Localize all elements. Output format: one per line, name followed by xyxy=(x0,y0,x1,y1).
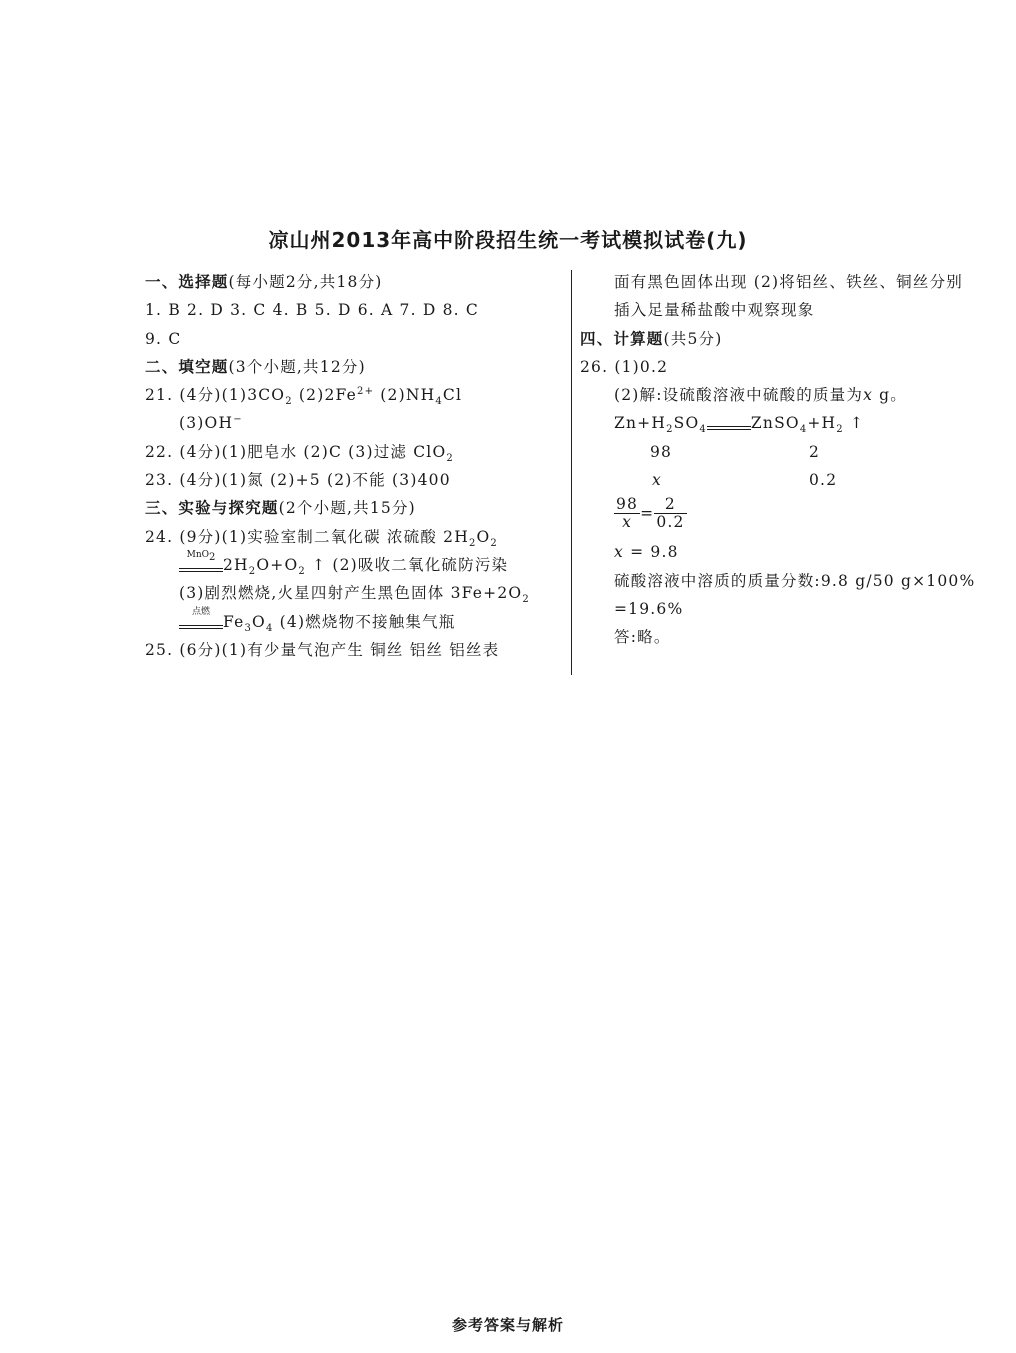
left-column xyxy=(145,268,565,664)
reaction-arrow xyxy=(707,416,751,432)
section-2-heading: 二、填空题(3个小题,共12分) xyxy=(145,357,366,376)
answer-24-equation: MnO$_2$ $2H_2O+O_2$ ↑ (2)吸收二氧化硫防污染 xyxy=(145,551,565,579)
reaction-equation: $Zn+H_2SO_4$ $ZnSO_4+H_2$ ↑ xyxy=(614,414,865,436)
section-4-heading: 四、计算题(共5分) xyxy=(580,329,723,348)
fraction: $\frac{2}{0.2}$ xyxy=(656,495,685,532)
mass-fraction: 硫酸溶液中溶质的质量分数:9.8 g/50 g×100% xyxy=(614,571,976,590)
answer-line: 1. B 2. D 3. C 4. B 5. D 6. A 7. D 8. C xyxy=(145,301,479,320)
mass-result: =19.6% xyxy=(614,599,684,618)
answer-24-cont: (3)剧烈燃烧,火星四射产生黑色固体 $3Fe+2O_2$ xyxy=(179,584,530,606)
answer-21-cont: (3)OH− xyxy=(179,414,243,433)
right-column xyxy=(580,268,1000,652)
stoich-row: x 0.2 xyxy=(652,471,838,490)
reaction-arrow: MnO$_2$ xyxy=(179,558,223,574)
answer-26-cont: (2)解:设硫酸溶液中硫酸的质量为x g。 xyxy=(614,386,907,405)
column-divider xyxy=(571,270,572,675)
answer-24-equation-2: 点燃 $Fe_3O_4$ (4)燃烧物不接触集气瓶 xyxy=(145,608,565,636)
answer-24: 24. (9分)(1)实验室制二氧化碳 浓硫酸 $2H_2O_2$ xyxy=(145,527,498,549)
answer-25-cont: 插入足量稀盐酸中观察现象 xyxy=(614,301,815,320)
final-answer: 答:略。 xyxy=(614,628,671,647)
section-3-heading: 三、实验与探究题(2个小题,共15分) xyxy=(145,499,416,518)
answer-25: 25. (6分)(1)有少量气泡产生 铜丝 铝丝 铝丝表 xyxy=(145,640,500,659)
answer-21: 21. (4分)$(1)3CO_2$ $(2)2Fe^{2+}$ $(2)NH_4Cl$ xyxy=(145,386,463,408)
stoich-row: 98 2 xyxy=(650,442,821,461)
section-1-heading: 一、选择题(每小题2分,共18分) xyxy=(145,273,383,291)
page-title: 凉山州2013年高中阶段招生统一考试模拟试卷(九) xyxy=(268,228,748,252)
proportion: $\frac{98}{x}$ = $\frac{2}{0.2}$ xyxy=(616,495,685,532)
reaction-arrow: 点燃 xyxy=(179,615,223,631)
answer-23: 23. (4分)(1)氮 (2)+5 (2)不能 (3)400 xyxy=(145,471,451,490)
answer-22: 22. (4分)(1)肥皂水 (2)C (3)过滤 ClO$_2$ xyxy=(145,442,454,464)
fraction: $\frac{98}{x}$ xyxy=(616,495,639,532)
page-footer: 参考答案与解析 xyxy=(451,1316,564,1334)
answer-26: 26. (1)0.2 xyxy=(580,357,669,376)
answer-line: 9. C xyxy=(145,329,182,348)
x-result: x = 9.8 xyxy=(614,543,679,562)
answer-25-cont: 面有黑色固体出现 (2)将铝丝、铁丝、铜丝分别 xyxy=(614,273,963,291)
